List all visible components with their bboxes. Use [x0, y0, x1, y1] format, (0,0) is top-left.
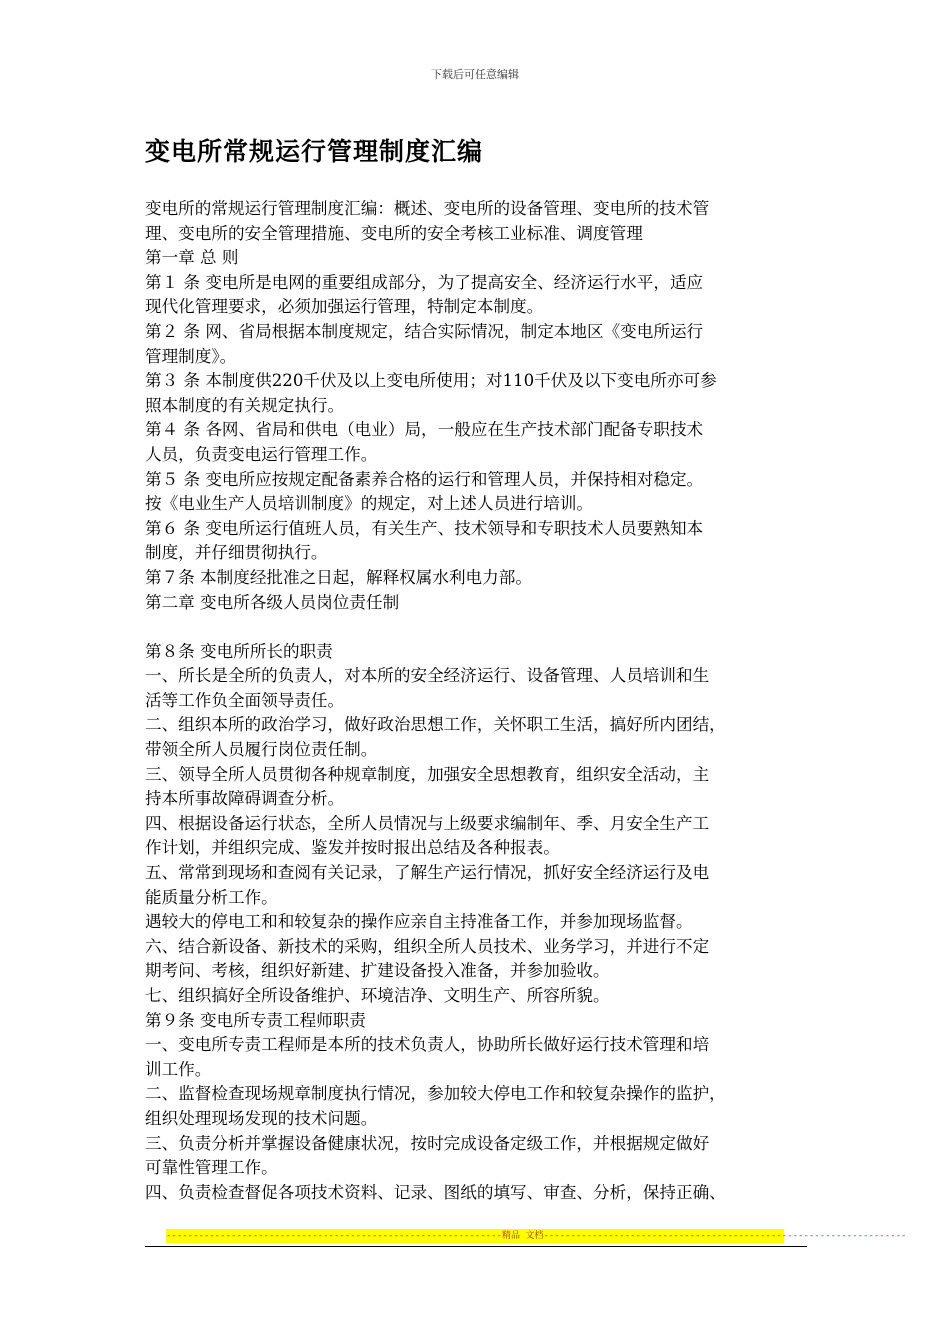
- text-line: 带领全所人员履行岗位责任制。: [145, 740, 378, 760]
- text-line: 持本所事故障碍调查分析。: [145, 789, 345, 809]
- text-line: 管理制度》。: [145, 346, 237, 366]
- text-line: 三、负责分析并掌握设备健康状况，按时完成设备定级工作，并根据规定做好: [145, 1133, 710, 1153]
- text-line: 一、变电所专责工程师是本所的技术负责人，协助所长做好运行技术管理和培: [145, 1035, 710, 1055]
- text-line: 第二章 变电所各级人员岗位责任制: [145, 592, 400, 612]
- text-line: 第１ 条 变电所是电网的重要组成部分，为了提高安全、经济运行水平，适应: [145, 272, 704, 292]
- text-line: 作计划，并组织完成、鉴发并按时报出总结及各种报表。: [145, 838, 560, 858]
- document-body: [145, 197, 810, 1205]
- text-line: 第７条 本制度经批准之日起，解释权属水利电力部。: [145, 567, 532, 587]
- text-line: 遇较大的停电工和和较复杂的操作应亲自主持准备工作，并参加现场监督。: [145, 912, 693, 932]
- text-line: 第２ 条 网、省局根据本制度规定，结合实际情况，制定本地区《变电所运行: [145, 321, 704, 341]
- text-line: 第６ 条 变电所运行值班人员，有关生产、技术领导和专职技术人员要熟知本: [145, 518, 704, 538]
- text-line: 一、所长是全所的负责人，对本所的安全经济运行、设备管理、人员培训和生: [145, 666, 710, 686]
- text-line: 可靠性管理工作。: [145, 1158, 278, 1178]
- text-line: 第一章 总 则: [145, 248, 239, 268]
- document-title: 变电所常规运行管理制度汇编: [145, 137, 484, 166]
- text-line: 照本制度的有关规定执行。: [145, 395, 345, 415]
- text-line: 第４ 条 各网、省局和供电（电业）局，一般应在生产技术部门配备专职技术: [145, 420, 704, 440]
- text-line: 组织处理现场发现的技术问题。: [145, 1108, 378, 1128]
- text-line: 四、负责检查督促各项技术资料、记录、图纸的填写、审查、分析，保持正确、: [145, 1182, 726, 1202]
- text-line: 三、领导全所人员贯彻各种规章制度，加强安全思想教育，组织安全活动，主: [145, 764, 710, 784]
- footer-banner: --------------------------------------------------------------精品 文档-------------------------------------------------------------------: [166, 1231, 907, 1241]
- footer-divider: [145, 1246, 807, 1247]
- text-line: 第８条 变电所所长的职责: [145, 641, 333, 661]
- text-line: 第５ 条 变电所应按规定配备素养合格的运行和管理人员，并保持相对稳定。: [145, 469, 704, 489]
- text-line: 二、组织本所的政治学习，做好政治思想工作，关怀职工生活，搞好所内团结，: [145, 715, 726, 735]
- text-line: 能质量分析工作。: [145, 887, 278, 907]
- text-line: 变电所的常规运行管理制度汇编：概述、变电所的设备管理、变电所的技术管: [145, 199, 710, 218]
- text-line: [145, 615, 810, 640]
- text-line: 制度，并仔细贯彻执行。: [145, 543, 328, 563]
- text-line: 六、结合新设备、新技术的采购，组织全所人员技术、业务学习，并进行不定: [145, 936, 710, 956]
- text-line: 活等工作负全面领导责任。: [145, 690, 345, 710]
- text-line: 期考问、考核，组织好新建、扩建设备投入准备，并参加验收。: [145, 961, 610, 981]
- header-note: 下载后可任意编辑: [431, 68, 519, 81]
- text-line: 五、常常到现场和查阅有关记录，了解生产运行情况，抓好安全经济运行及电: [145, 863, 710, 883]
- text-line: 现代化管理要求，必须加强运行管理，特制定本制度。: [145, 297, 544, 317]
- text-line: 人员，负责变电运行管理工作。: [145, 444, 378, 464]
- text-line: 第９条 变电所专责工程师职责: [145, 1010, 366, 1030]
- text-line: 二、监督检查现场规章制度执行情况，参加较大停电工作和较复杂操作的监护，: [145, 1084, 726, 1104]
- text-line: 第３ 条 本制度供220千伏及以上变电所使用；对110千伏及以下变电所亦可参: [145, 371, 717, 391]
- text-line: 按《电业生产人员培训制度》的规定，对上述人员进行培训。: [145, 494, 594, 514]
- text-line: 四、根据设备运行状态，全所人员情况与上级要求编制年、季、月安全生产工: [145, 813, 710, 833]
- text-line: 训工作。: [145, 1059, 212, 1079]
- text-line: 理、变电所的安全管理措施、变电所的安全考核工业标准、调度管理: [145, 223, 643, 243]
- text-line: 七、组织搞好全所设备维护、环境洁净、文明生产、所容所貌。: [145, 986, 610, 1005]
